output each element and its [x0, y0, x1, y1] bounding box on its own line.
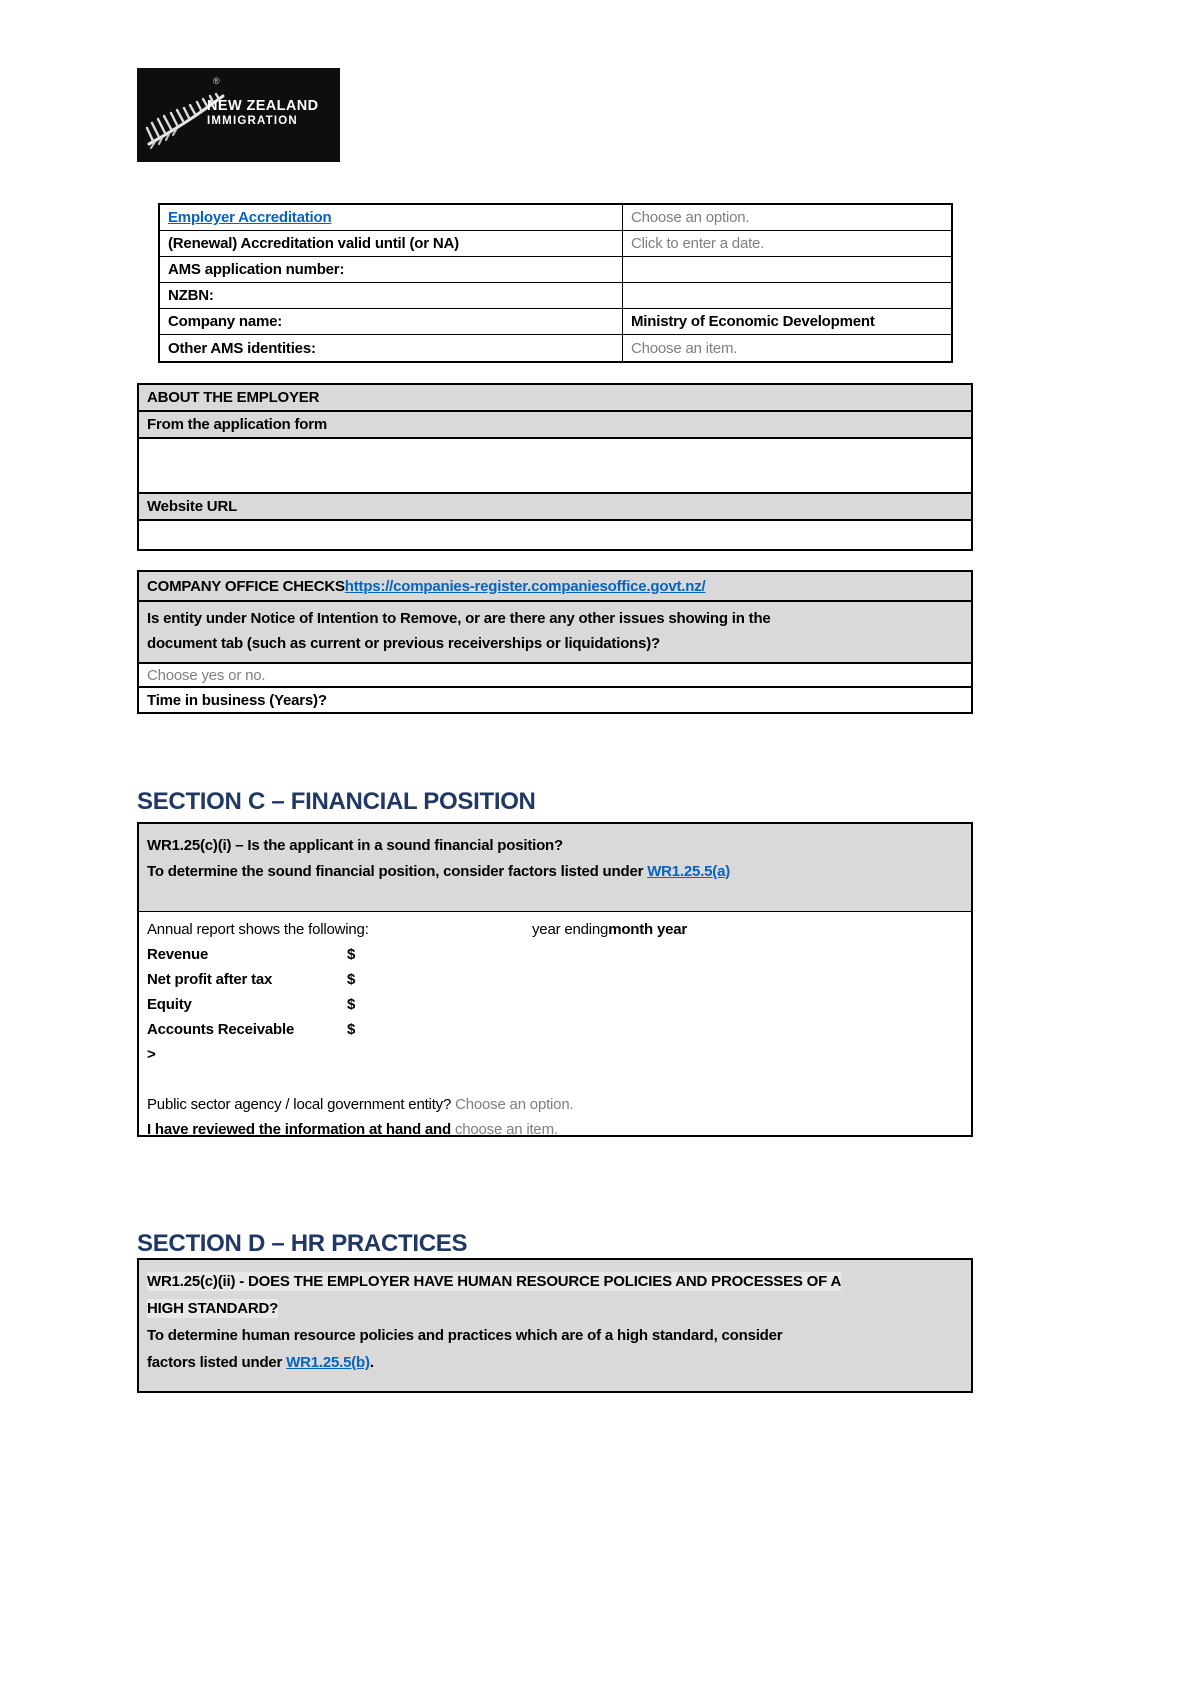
table-row — [160, 205, 951, 231]
table-row — [160, 335, 951, 361]
about-employer-header: ABOUT THE EMPLOYER — [139, 385, 971, 412]
employer-accreditation-link[interactable]: Employer Accreditation — [168, 209, 332, 226]
website-url-field[interactable] — [139, 521, 971, 549]
annual-report-label: Annual report shows the following: — [147, 921, 369, 938]
other-ams-identities-dropdown[interactable]: Choose an item. — [631, 339, 738, 357]
registered-trademark: ® — [213, 76, 220, 86]
company-office-checks-table — [137, 570, 973, 714]
section-c-heading: SECTION C – FINANCIAL POSITION — [137, 788, 536, 815]
nzbn-field[interactable] — [622, 283, 951, 308]
logo-brand-line2: IMMIGRATION — [207, 115, 298, 127]
accreditation-table — [158, 203, 953, 363]
revenue-label: Revenue — [147, 946, 209, 963]
from-application-form-field[interactable] — [139, 439, 971, 494]
net-profit-row — [147, 967, 963, 992]
renewal-valid-until-label: (Renewal) Accreditation valid until (or NA) — [168, 235, 459, 252]
website-url-label: Website URL — [139, 494, 971, 521]
section-d-heading: SECTION D – HR PRACTICES — [137, 1230, 468, 1257]
table-row — [160, 283, 951, 309]
accounts-receivable-label: Accounts Receivable — [147, 1021, 295, 1038]
hr-question-line1: WR1.25(c)(ii) - DOES THE EMPLOYER HAVE HUMAN RESOURCE POLICIES AND PROCESSES OF A — [147, 1273, 842, 1290]
equity-row — [147, 992, 963, 1017]
companies-register-link[interactable]: https://companies-register.companiesoffice.govt.nz/ — [344, 577, 706, 595]
section-d-box — [137, 1258, 973, 1393]
table-row — [160, 309, 951, 335]
yes-no-dropdown[interactable]: Choose yes or no. — [147, 666, 266, 684]
nzbn-label: NZBN: — [168, 287, 214, 304]
net-profit-field[interactable]: $ — [347, 971, 356, 988]
accreditation-type-dropdown[interactable]: Choose an option. — [631, 209, 750, 226]
hr-guidance-period: . — [369, 1354, 374, 1371]
year-ending-value[interactable]: month year — [608, 921, 688, 938]
removal-question-line1: Is entity under Notice of Intention to Remove, or are there any other issues showing in the — [147, 610, 771, 627]
other-ams-identities-label: Other AMS identities: — [168, 339, 316, 357]
revenue-field[interactable]: $ — [347, 946, 356, 963]
from-application-form-label: From the application form — [139, 412, 971, 439]
net-profit-label: Net profit after tax — [147, 971, 273, 988]
company-name-value[interactable]: Ministry of Economic Development — [622, 309, 951, 334]
nz-immigration-logo — [137, 68, 340, 162]
reviewed-dropdown[interactable]: choose an item. — [454, 1121, 558, 1138]
financial-position-guidance: To determine the sound financial position, consider factors listed under — [147, 863, 648, 880]
equity-label: Equity — [147, 996, 192, 1013]
logo-brand-line1: NEW ZEALAND — [207, 98, 319, 114]
revenue-row — [147, 942, 963, 967]
reviewed-statement: I have reviewed the information at hand and — [147, 1121, 455, 1138]
table-row — [160, 231, 951, 257]
time-in-business-label: Time in business (Years)? — [147, 691, 327, 709]
table-row — [160, 257, 951, 283]
financial-position-question: WR1.25(c)(i) – Is the applicant in a sound financial position? — [147, 837, 563, 854]
hr-guidance-line1: To determine human resource policies and practices which are of a high standard, consider — [147, 1327, 783, 1344]
hr-guidance-line2: factors listed under — [147, 1354, 287, 1371]
wr1255a-link[interactable]: WR1.25.5(a) — [647, 863, 731, 880]
section-c-box — [137, 822, 973, 1137]
wr1255b-link[interactable]: WR1.25.5(b) — [286, 1354, 370, 1371]
renewal-date-picker[interactable]: Click to enter a date. — [631, 235, 765, 252]
removal-question-line2: document tab (such as current or previous receiverships or liquidations)? — [147, 635, 661, 652]
ams-application-number-label: AMS application number: — [168, 261, 345, 278]
hr-question-line2: HIGH STANDARD? — [147, 1300, 279, 1317]
accounts-receivable-row — [147, 1017, 963, 1042]
year-ending-label: year ending — [532, 921, 609, 938]
ams-application-number-field[interactable] — [622, 257, 951, 282]
company-office-checks-title: COMPANY OFFICE CHECKS — [147, 577, 345, 595]
about-employer-table — [137, 383, 973, 551]
accounts-receivable-field[interactable]: $ — [347, 1021, 356, 1038]
equity-field[interactable]: $ — [347, 996, 356, 1013]
chevron-marker: > — [147, 1046, 156, 1063]
company-name-label: Company name: — [168, 313, 283, 330]
public-sector-question: Public sector agency / local government entity? — [147, 1096, 456, 1113]
public-sector-dropdown[interactable]: Choose an option. — [455, 1096, 574, 1113]
